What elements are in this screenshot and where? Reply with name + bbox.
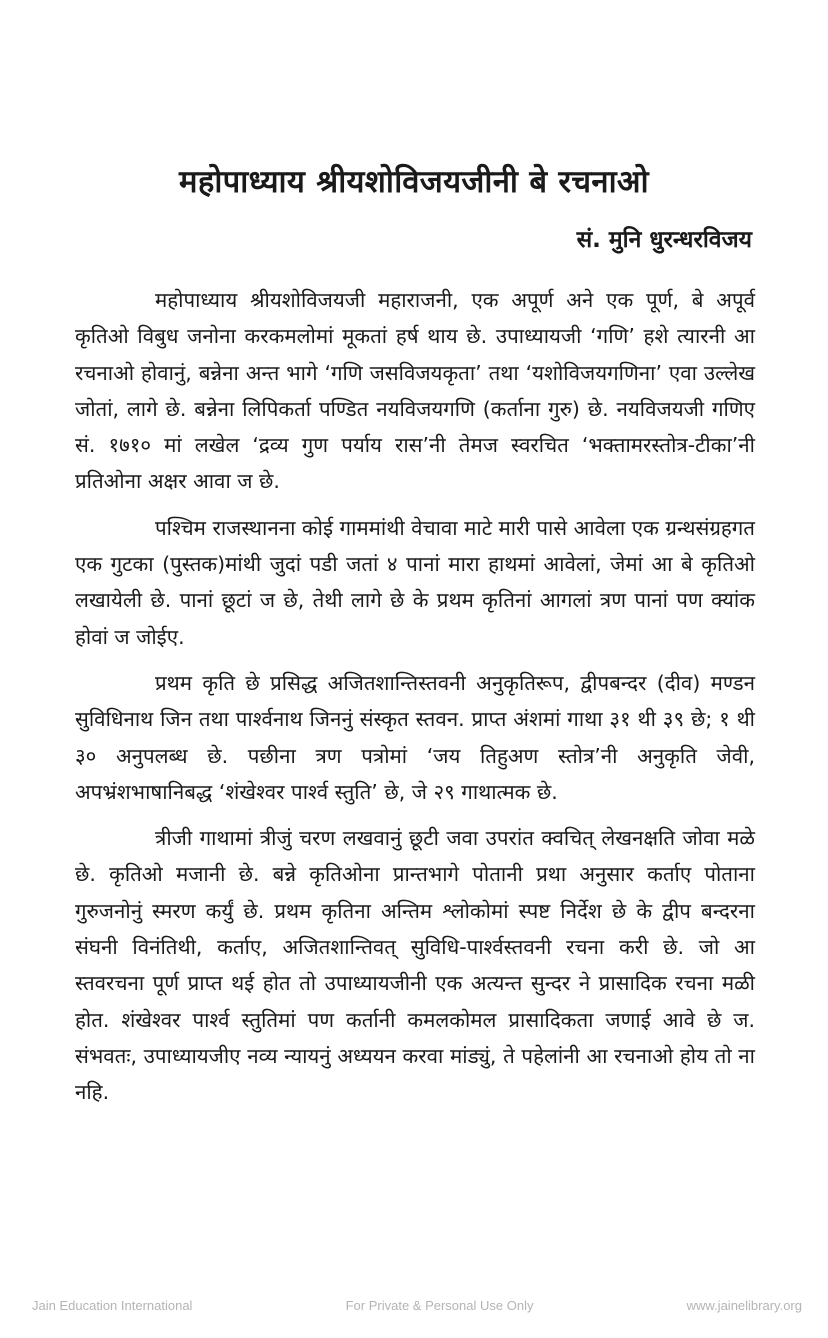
article-body	[75, 282, 755, 1111]
paragraph-1: महोपाध्याय श्रीयशोविजयजी महाराजनी, एक अपूर्ण अने एक पूर्ण, बे अपूर्व कृतिओ विबुध जनोना करकमलोमां मूकतां हर्ष थाय छे. उपाध्यायजी ‘गणि’ हशे त्यारनी आ रचनाओ होवानुं, बन्नेना अन्त भागे ‘गणि जसविजयकृता’ तथा ‘यशोविजयगणिना’ एवा उल्लेख जोतां, लागे छे. बन्नेना लिपिकर्ता पण्डित नयविजयगणि (कर्ताना गुरु) छे. नयविजयजी गणिए सं. १७१० मां लखेल ‘द्रव्य गुण पर्याय रास’नी तेमज स्वरचित ‘भक्तामरस्तोत्र-टीका’नी प्रतिओना अक्षर आवा ज छे.	[75, 288, 755, 494]
page-title: महोपाध्याय श्रीयशोविजयजीनी बे रचनाओ	[179, 164, 649, 200]
page-footer	[32, 1298, 802, 1313]
paragraph-4: त्रीजी गाथामां त्रीजुं चरण लखवानुं छूटी जवा उपरांत क्वचित् लेखनक्षति जोवा मळे छे. कृतिओ मजानी छे. बन्ने कृतिओना प्रान्तभागे पोतानी प्रथा अनुसार कर्ताए पोताना गुरुजनोनुं स्मरण कर्युं छे. प्रथम कृतिना अन्तिम श्लोकोमां स्पष्ट निर्देश छे के द्वीप बन्दरना संघनी विनंतिथी, कर्ताए, अजितशान्तिवत् सुविधि-पार्श्वस्तवनी रचना करी छे. जो आ स्तवरचना पूर्ण प्राप्त थई होत तो उपाध्यायजीनी एक अत्यन्त सुन्दर ने प्रासादिक रचना मळी होत. शंखेश्वर पार्श्व स्तुतिमां पण कर्तानी कमलकोमल प्रासादिकता जणाई आवे छे ज. संभवतः, उपाध्यायजीए नव्य न्यायनुं अध्ययन करवा मांड्युं, ते पहेलांनी आ रचनाओ होय तो ना नहि.	[75, 826, 755, 1105]
paragraph-2: पश्चिम राजस्थानना कोई गाममांथी वेचावा माटे मारी पासे आवेला एक ग्रन्थसंग्रहगत एक गुटका (पुस्तक)मांथी जुदां पडी जतां ४ पानां मारा हाथमां आवेलां, जेमां आ बे कृतिओ लखायेली छे. पानां छूटां ज छे, तेथी लागे छे के प्रथम कृतिनां आगलां त्रण पानां पण क्यांक होवां ज जोईए.	[75, 515, 755, 649]
footer-publisher: Jain Education International	[32, 1298, 193, 1313]
footer-usage-note: For Private & Personal Use Only	[345, 1298, 534, 1313]
footer-website: www.jainelibrary.org	[686, 1298, 802, 1313]
author-line: सं. मुनि धुरन्धरविजय	[576, 227, 752, 253]
paragraph-3: प्रथम कृति छे प्रसिद्ध अजितशान्तिस्तवनी अनुकृतिरूप, द्वीपबन्दर (दीव) मण्डन सुविधिनाथ जिन तथा पार्श्वनाथ जिननुं संस्कृत स्तवन. प्राप्त अंशमां गाथा ३१ थी ३९ छे; १ थी ३० अनुपलब्ध छे. पछीना त्रण पत्रोमां ‘जय तिहुअण स्तोत्र’नी अनुकृति जेवी, अपभ्रंशभाषानिबद्ध ‘शंखेश्वर पार्श्व स्तुति’ छे, जे २९ गाथात्मक छे.	[75, 670, 755, 804]
